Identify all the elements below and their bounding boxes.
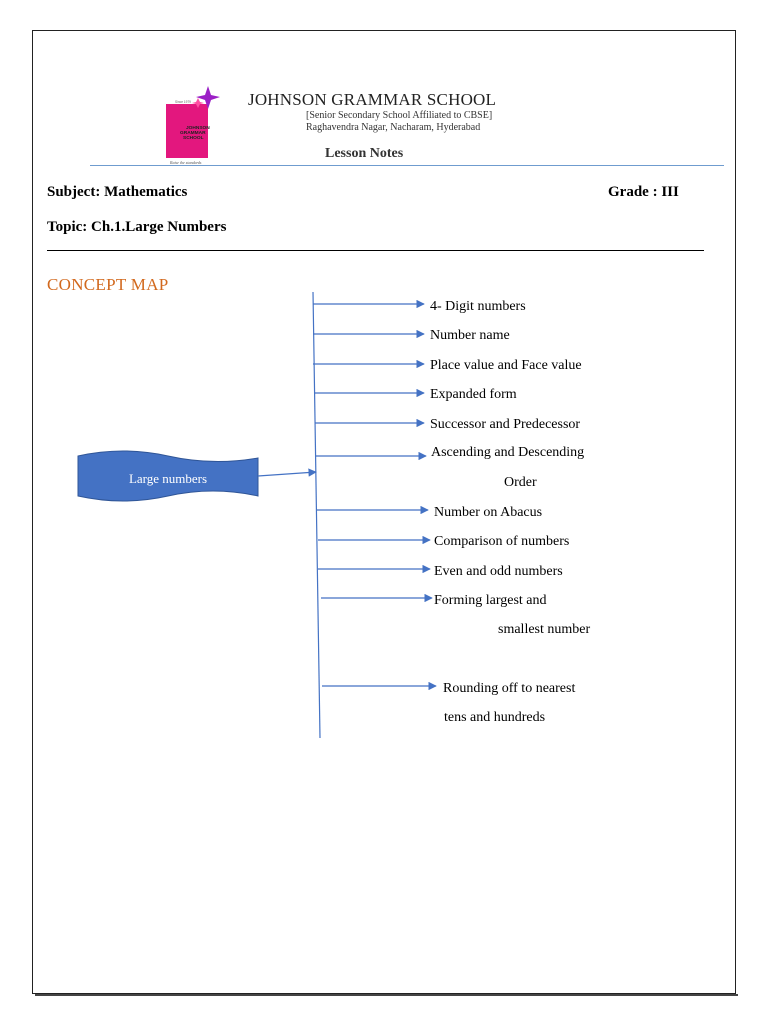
branches bbox=[313, 299, 590, 725]
school-name: JOHNSON GRAMMAR SCHOOL bbox=[248, 90, 497, 109]
topic-label: Topic: Ch.1.Large Numbers bbox=[47, 219, 227, 235]
branch-label: Even and odd numbers bbox=[434, 564, 563, 579]
branch-label: Place value and Face value bbox=[430, 358, 582, 373]
subject-label: Subject: Mathematics bbox=[47, 184, 188, 200]
branch-label: tens and hundreds bbox=[444, 710, 546, 725]
branch-label: 4- Digit numbers bbox=[430, 299, 526, 314]
logo-line1: JOHNSON bbox=[186, 126, 210, 131]
branch-label: Order bbox=[504, 475, 537, 490]
logo-tagline: Raise the standards bbox=[170, 160, 202, 165]
branch-label: Comparison of numbers bbox=[434, 534, 570, 549]
logo-est: Since 1979 bbox=[175, 100, 191, 104]
school-affiliation: [Senior Secondary School Affiliated to CBSE] bbox=[306, 110, 493, 121]
school-address: Raghavendra Nagar, Nacharam, Hyderabad bbox=[306, 122, 481, 133]
branch-label: Forming largest and bbox=[434, 593, 547, 608]
branch-label: Ascending and Descending bbox=[431, 445, 585, 460]
branch-label: Number on Abacus bbox=[434, 505, 543, 520]
root-node-label: Large numbers bbox=[128, 471, 208, 486]
branch-label: Successor and Predecessor bbox=[430, 417, 581, 432]
branch-label: smallest number bbox=[498, 622, 591, 637]
trunk-line bbox=[313, 292, 320, 738]
branch-label: Number name bbox=[430, 328, 510, 343]
branch-label: Rounding off to nearest bbox=[443, 681, 576, 696]
doc-type-heading: Lesson Notes bbox=[325, 146, 404, 161]
grade-label: Grade : III bbox=[608, 184, 679, 200]
concept-map-title: CONCEPT MAP bbox=[47, 275, 169, 294]
logo-line2: GRAMMAR bbox=[180, 131, 206, 136]
root-connector-arrow bbox=[258, 472, 316, 476]
logo-line3: SCHOOL bbox=[183, 136, 204, 141]
branch-label: Expanded form bbox=[430, 387, 517, 402]
